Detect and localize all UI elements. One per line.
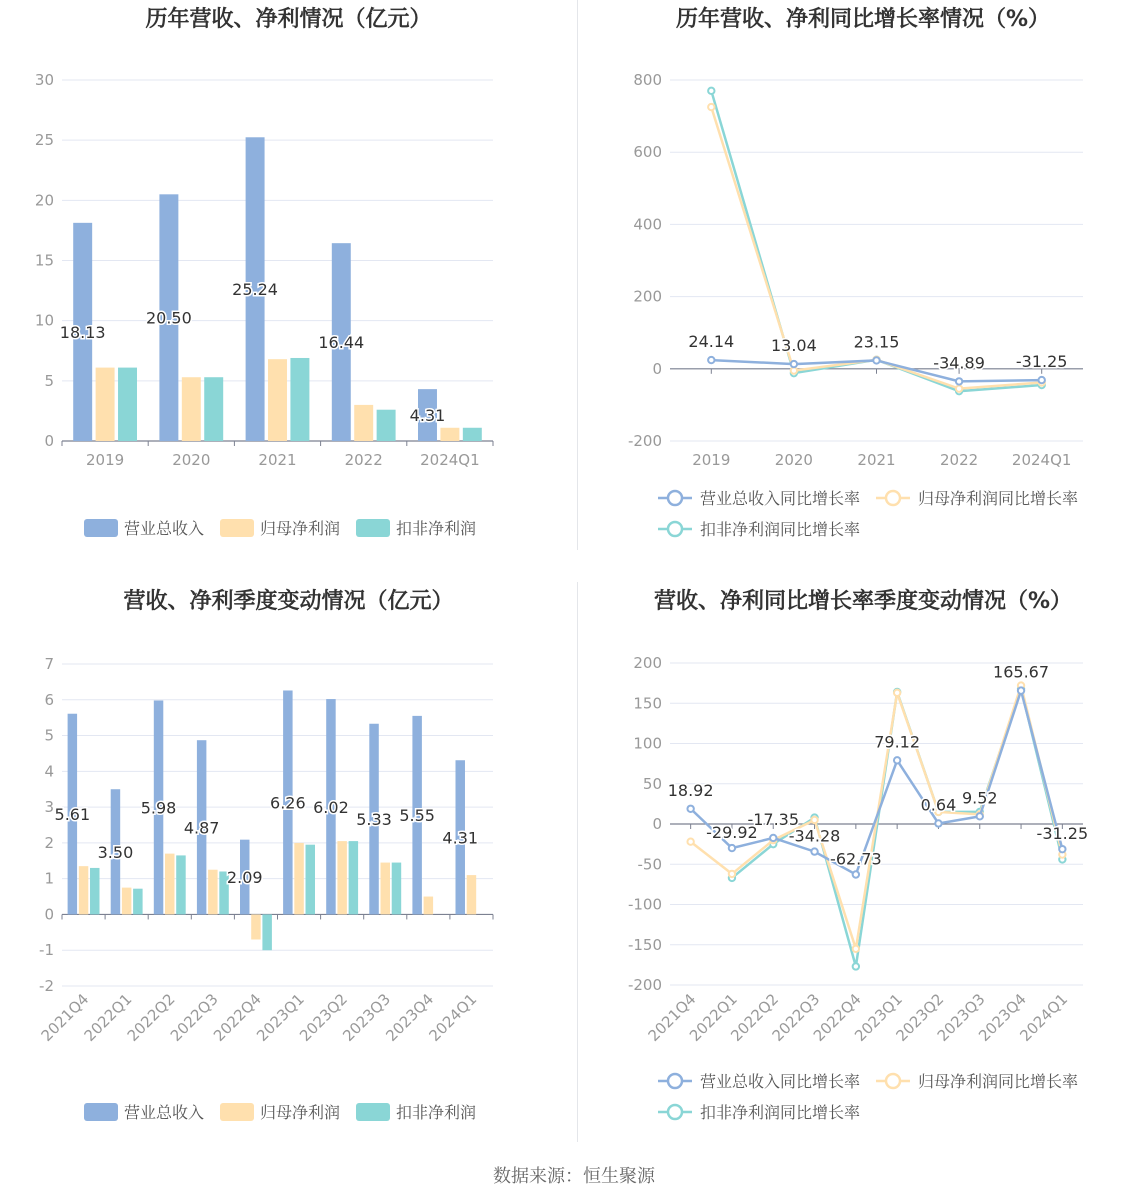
legend-label: 归母净利润 xyxy=(260,519,341,538)
bar xyxy=(424,897,433,915)
y-tick-label: -100 xyxy=(627,895,662,914)
x-tick-label: 2023Q2 xyxy=(296,990,351,1045)
x-tick-label: 2023Q4 xyxy=(382,990,438,1045)
bar xyxy=(133,889,142,915)
line-data-label: 9.52 xyxy=(961,788,998,808)
bar-data-label: 4.31 xyxy=(409,406,446,426)
y-tick-label: 5 xyxy=(44,371,54,390)
y-tick-label: 0 xyxy=(652,359,662,378)
legend-label: 营业总收入 xyxy=(124,1103,205,1122)
data-point xyxy=(853,946,859,952)
data-point xyxy=(1039,377,1045,383)
chart-title: 营收、净利季度变动情况（亿元） xyxy=(123,589,454,614)
y-tick-label: 5 xyxy=(44,726,54,745)
x-tick-label: 2019 xyxy=(692,451,731,469)
data-point xyxy=(708,357,714,363)
x-tick-label: 2019 xyxy=(86,451,125,469)
chart-quarterly-amounts xyxy=(0,580,577,1145)
bar xyxy=(79,866,88,914)
data-point xyxy=(956,385,962,391)
data-point xyxy=(708,104,714,110)
x-tick-label: 2022Q3 xyxy=(166,990,222,1045)
y-tick-label: 200 xyxy=(633,654,662,672)
legend-marker xyxy=(886,1074,900,1088)
bar xyxy=(204,377,223,441)
x-tick-label: 2023Q3 xyxy=(933,990,989,1045)
y-tick-label: -200 xyxy=(627,432,662,450)
x-tick-label: 2024Q1 xyxy=(1016,990,1072,1045)
data-point xyxy=(853,871,859,877)
chart-panel-quarterly-growth xyxy=(578,580,1148,1145)
line-data-label: -34.89 xyxy=(933,353,985,373)
y-tick-label: -1 xyxy=(39,941,54,960)
y-tick-label: 800 xyxy=(633,71,662,89)
data-point xyxy=(687,839,693,845)
y-tick-label: 600 xyxy=(633,143,662,162)
line-data-label: 18.92 xyxy=(667,780,714,800)
x-tick-label: 2022Q3 xyxy=(768,990,824,1045)
bar-data-label: 25.24 xyxy=(232,280,278,300)
legend-marker xyxy=(886,491,900,505)
y-tick-label: 6 xyxy=(44,690,54,709)
bar-data-label: 3.50 xyxy=(97,842,134,862)
y-tick-label: -200 xyxy=(627,976,662,994)
data-point xyxy=(791,367,797,373)
x-tick-label: 2020 xyxy=(172,451,211,469)
chart-annual-growth xyxy=(578,0,1148,560)
y-tick-label: 0 xyxy=(44,432,54,450)
x-tick-label: 2022Q4 xyxy=(209,990,265,1045)
x-tick-label: 2021Q4 xyxy=(37,990,93,1045)
x-tick-label: 2022Q4 xyxy=(809,990,865,1045)
legend-label: 归母净利润 xyxy=(260,1103,341,1122)
y-tick-label: -150 xyxy=(627,935,662,954)
bar xyxy=(467,875,476,914)
data-point xyxy=(811,848,817,854)
bar-data-label: 20.50 xyxy=(145,308,192,328)
line-data-label: 79.12 xyxy=(874,732,921,752)
legend-swatch xyxy=(220,519,254,537)
y-tick-label: 0 xyxy=(44,905,54,924)
x-tick-label: 2022 xyxy=(940,451,979,469)
bar-data-label: 5.33 xyxy=(356,810,392,830)
x-tick-label: 2023Q1 xyxy=(253,990,308,1045)
x-tick-label: 2023Q1 xyxy=(851,990,906,1045)
x-tick-label: 2023Q2 xyxy=(892,990,948,1045)
legend-label: 营业总收入 xyxy=(124,519,205,538)
x-tick-label: 2021 xyxy=(258,451,297,469)
y-tick-label: 1 xyxy=(44,869,54,888)
bar xyxy=(294,843,303,915)
series-line xyxy=(691,691,1063,875)
legend-marker xyxy=(668,1074,682,1088)
data-point xyxy=(873,357,879,363)
legend-swatch xyxy=(84,1103,118,1121)
x-tick-label: 2024Q1 xyxy=(420,451,480,469)
bar xyxy=(182,377,201,441)
bar xyxy=(268,359,287,441)
legend-label: 扣非净利润同比增长率 xyxy=(700,1103,861,1122)
y-tick-label: 0 xyxy=(652,815,662,833)
x-tick-label: 2022Q1 xyxy=(685,990,741,1045)
line-data-label: -17.35 xyxy=(747,809,800,829)
bar xyxy=(337,841,346,914)
bar xyxy=(208,870,217,915)
chart-panel-annual-amounts xyxy=(0,0,577,560)
chart-panel-annual-growth xyxy=(578,0,1148,560)
line-data-label: -31.25 xyxy=(1015,352,1068,372)
bar xyxy=(118,368,137,441)
data-point xyxy=(977,813,983,819)
legend-marker xyxy=(668,491,682,505)
bar-data-label: 6.02 xyxy=(313,797,349,817)
chart-title: 营收、净利同比增长率季度变动情况（%） xyxy=(653,589,1073,614)
bar-data-label: 2.09 xyxy=(226,868,263,888)
data-point xyxy=(853,963,859,969)
line-data-label: 23.15 xyxy=(853,332,900,352)
data-point xyxy=(729,845,735,851)
chart-quarterly-growth xyxy=(578,580,1148,1145)
bar-data-label: 4.31 xyxy=(442,828,479,848)
legend-swatch xyxy=(220,1103,254,1121)
data-point xyxy=(687,806,693,812)
legend-label: 营业总收入同比增长率 xyxy=(700,1072,861,1091)
y-tick-label: 400 xyxy=(633,215,662,234)
y-tick-label: 100 xyxy=(633,734,662,753)
data-point xyxy=(894,690,900,696)
y-tick-label: -2 xyxy=(39,977,54,995)
bar-data-label: 16.44 xyxy=(318,333,365,353)
line-data-label: -62.73 xyxy=(830,849,882,869)
line-data-label: -31.25 xyxy=(1036,824,1089,844)
bar xyxy=(90,868,99,915)
x-tick-label: 2022Q1 xyxy=(80,990,136,1045)
bar xyxy=(463,428,482,441)
x-tick-label: 2020 xyxy=(774,451,813,469)
y-tick-label: 7 xyxy=(44,655,54,673)
bar xyxy=(392,863,401,915)
bar-data-label: 6.26 xyxy=(270,793,306,813)
bar-data-label: 5.98 xyxy=(140,798,177,818)
y-tick-label: 2 xyxy=(44,833,54,852)
x-tick-label: 2021Q4 xyxy=(644,990,700,1045)
data-point xyxy=(811,817,817,823)
bar xyxy=(251,914,260,939)
y-tick-label: 15 xyxy=(34,251,54,270)
x-tick-label: 2024Q1 xyxy=(1011,451,1072,469)
bar xyxy=(440,428,459,441)
y-tick-label: 4 xyxy=(44,762,54,781)
line-data-label: -29.92 xyxy=(706,823,758,843)
bar-data-label: 5.55 xyxy=(399,806,435,826)
data-source-label: 数据来源：恒生聚源 xyxy=(493,1166,655,1187)
legend-label: 扣非净利润 xyxy=(396,1103,477,1122)
data-point xyxy=(935,820,941,826)
chart-panel-quarterly-amounts xyxy=(0,580,577,1145)
legend-swatch xyxy=(356,1103,390,1121)
line-data-label: 24.14 xyxy=(688,332,735,352)
y-tick-label: -50 xyxy=(637,855,662,874)
bar xyxy=(377,410,396,441)
legend-marker xyxy=(668,522,682,536)
line-data-label: -34.28 xyxy=(788,826,841,846)
legend-label: 归母净利润同比增长率 xyxy=(918,1072,1079,1091)
bar xyxy=(349,841,358,914)
line-data-label: 0.64 xyxy=(920,795,957,815)
line-data-label: 13.04 xyxy=(770,336,817,356)
legend-swatch xyxy=(356,519,390,537)
data-point xyxy=(770,835,776,841)
x-tick-label: 2022Q2 xyxy=(123,990,179,1045)
y-tick-label: 30 xyxy=(34,71,54,89)
legend-swatch xyxy=(84,519,118,537)
y-tick-label: 25 xyxy=(34,131,54,150)
legend-marker xyxy=(668,1105,682,1119)
bar-data-label: 4.87 xyxy=(183,818,220,838)
x-tick-label: 2021 xyxy=(857,451,896,469)
line-data-label: 165.67 xyxy=(993,662,1050,682)
bar xyxy=(176,855,185,914)
bar xyxy=(290,358,309,441)
y-tick-label: 3 xyxy=(44,798,54,817)
x-tick-label: 2023Q4 xyxy=(975,990,1030,1045)
y-tick-label: 10 xyxy=(34,311,54,330)
legend-label: 扣非净利润同比增长率 xyxy=(700,520,861,539)
bar xyxy=(262,914,271,950)
x-tick-label: 2022Q2 xyxy=(727,990,783,1045)
chart-title: 历年营收、净利情况（亿元） xyxy=(145,7,432,32)
data-point xyxy=(1018,687,1024,693)
data-point xyxy=(956,378,962,384)
data-point xyxy=(1059,846,1065,852)
x-tick-label: 2024Q1 xyxy=(425,990,481,1045)
x-tick-label: 2023Q3 xyxy=(339,990,395,1045)
y-tick-label: 200 xyxy=(633,287,662,306)
data-point xyxy=(729,871,735,877)
bar-data-label: 18.13 xyxy=(59,322,106,342)
bar-data-label: 5.61 xyxy=(54,805,91,825)
chart-title: 历年营收、净利同比增长率情况（%） xyxy=(675,7,1051,32)
bar xyxy=(165,854,174,915)
data-point xyxy=(791,361,797,367)
bar xyxy=(122,888,131,915)
legend-label: 扣非净利润 xyxy=(396,519,477,538)
y-tick-label: 20 xyxy=(34,191,54,210)
bar xyxy=(354,405,373,441)
legend-label: 归母净利润同比增长率 xyxy=(918,489,1079,508)
bar xyxy=(96,368,115,441)
bar xyxy=(306,845,315,915)
data-point xyxy=(708,88,714,94)
legend-label: 营业总收入同比增长率 xyxy=(700,489,861,508)
y-tick-label: 50 xyxy=(642,774,662,793)
chart-annual-amounts xyxy=(0,0,577,560)
x-tick-label: 2022 xyxy=(344,451,383,469)
data-point xyxy=(894,757,900,763)
y-tick-label: 150 xyxy=(633,694,662,713)
bar xyxy=(381,863,390,915)
